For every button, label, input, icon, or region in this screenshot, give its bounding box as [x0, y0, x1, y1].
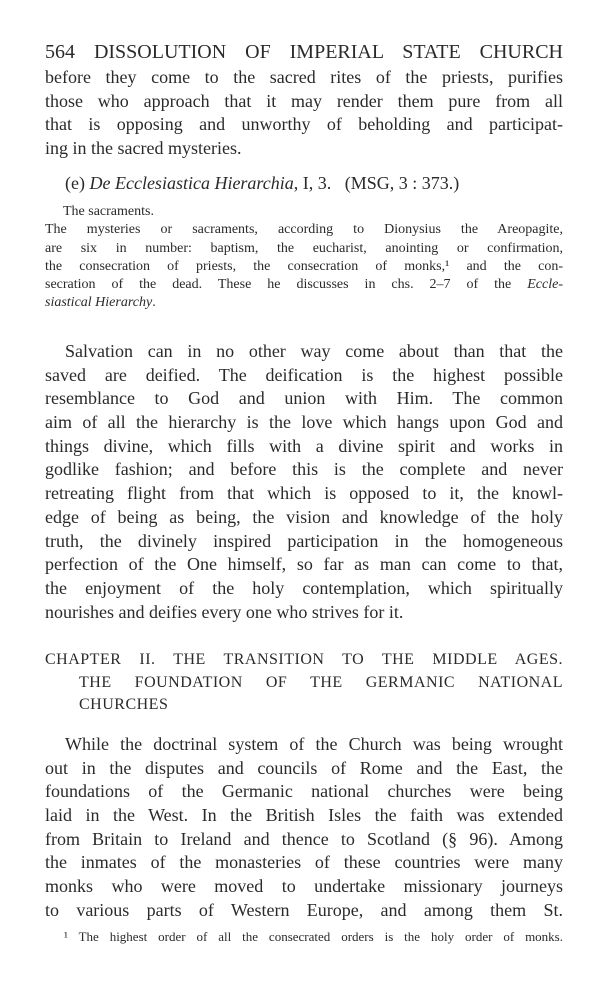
text-line: CHAPTER II. THE TRANSITION TO THE MIDDLE AGES. — [45, 651, 563, 668]
text-line: truth, the divinely inspired participation in the homogeneous — [45, 530, 563, 551]
text-line: secration of the dead. These he discusses in chs. 2–7 of the Eccle- — [45, 277, 563, 293]
text-line: that is opposing and unworthy of beholding and participat- — [45, 114, 563, 135]
text-line: CHURCHES — [79, 696, 169, 713]
text-line: ing in the sacred mysteries. — [45, 138, 242, 159]
text-line: out in the disputes and councils of Rome and the East, the — [45, 757, 563, 778]
page-number: 564 — [45, 41, 75, 63]
text-line: are six in number: baptism, the eucharist, anointing or confirmation, — [45, 240, 563, 256]
note-heading — [63, 203, 563, 221]
text-line: saved are deified. The deification is the highest possible — [45, 364, 563, 385]
chapter-heading — [45, 649, 563, 717]
running-title: DISSOLUTION OF IMPERIAL STATE CHURCH — [93, 41, 563, 63]
text-line: perfection of the One himself, so far as man can come to that, — [45, 554, 563, 575]
text-line: things divine, which fills with a divine spirit and works in — [45, 435, 563, 456]
running-header — [45, 40, 563, 64]
text-line: the inmates of the monasteries of these countries were many — [45, 852, 563, 873]
citation-ref: , I, 3. — [293, 173, 332, 193]
text-line: The mysteries or sacraments, according to Dionysius the Areopagite, — [45, 222, 563, 238]
text-line: retreating flight from that which is opposed to it, the knowl- — [45, 483, 563, 504]
text-line: Salvation can in no other way come about than that the — [65, 341, 563, 361]
note-block — [45, 221, 563, 312]
paragraph-1 — [45, 66, 563, 161]
text-line: resemblance to God and union with Him. The common — [45, 388, 563, 409]
text-line: godlike fashion; and before this is the complete and never — [45, 459, 563, 480]
footnote: ¹ The highest order of all the consecrated orders is the holy order of monks. — [64, 929, 563, 944]
citation-heading — [65, 171, 459, 195]
paragraph-2 — [45, 340, 563, 624]
citation-source: (MSG, 3 : 373.) — [344, 173, 460, 193]
text-line: from Britain to Ireland and thence to Scotland (§ 96). Among — [45, 828, 563, 849]
text-line: foundations of the Germanic national churches were being — [45, 781, 563, 802]
note-heading-text: The sacraments. — [63, 204, 154, 219]
citation-title: De Ecclesiastica Hierarchia — [89, 173, 294, 193]
text-line: siastical Hierarchy. — [45, 295, 156, 311]
text-line: those who approach that it may render them pure from all — [45, 90, 563, 111]
text-line: aim of all the hierarchy is the love which hangs upon God and — [45, 412, 563, 433]
text-line: laid in the West. In the British Isles the faith was extended — [45, 805, 563, 826]
text-line: nourishes and deifies every one who strives for it. — [45, 601, 404, 622]
text-line: edge of being as being, the vision and knowledge of the holy — [45, 506, 563, 527]
text-line: THE FOUNDATION OF THE GERMANIC NATIONAL — [79, 673, 563, 691]
text-line: the consecration of priests, the consecration of monks,¹ and the con- — [45, 258, 563, 274]
citation-label: (e) — [65, 173, 85, 193]
text-line: While the doctrinal system of the Church was being wrought — [65, 734, 563, 754]
text-line: monks who were moved to undertake missionary journeys — [45, 876, 563, 897]
text-line: the enjoyment of the holy contemplation, which spiritually — [45, 577, 563, 598]
text-line: to various parts of Western Europe, and among them St. — [45, 899, 563, 920]
text-line: before they come to the sacred rites of the priests, purifies — [45, 67, 563, 87]
paragraph-3 — [45, 733, 563, 923]
